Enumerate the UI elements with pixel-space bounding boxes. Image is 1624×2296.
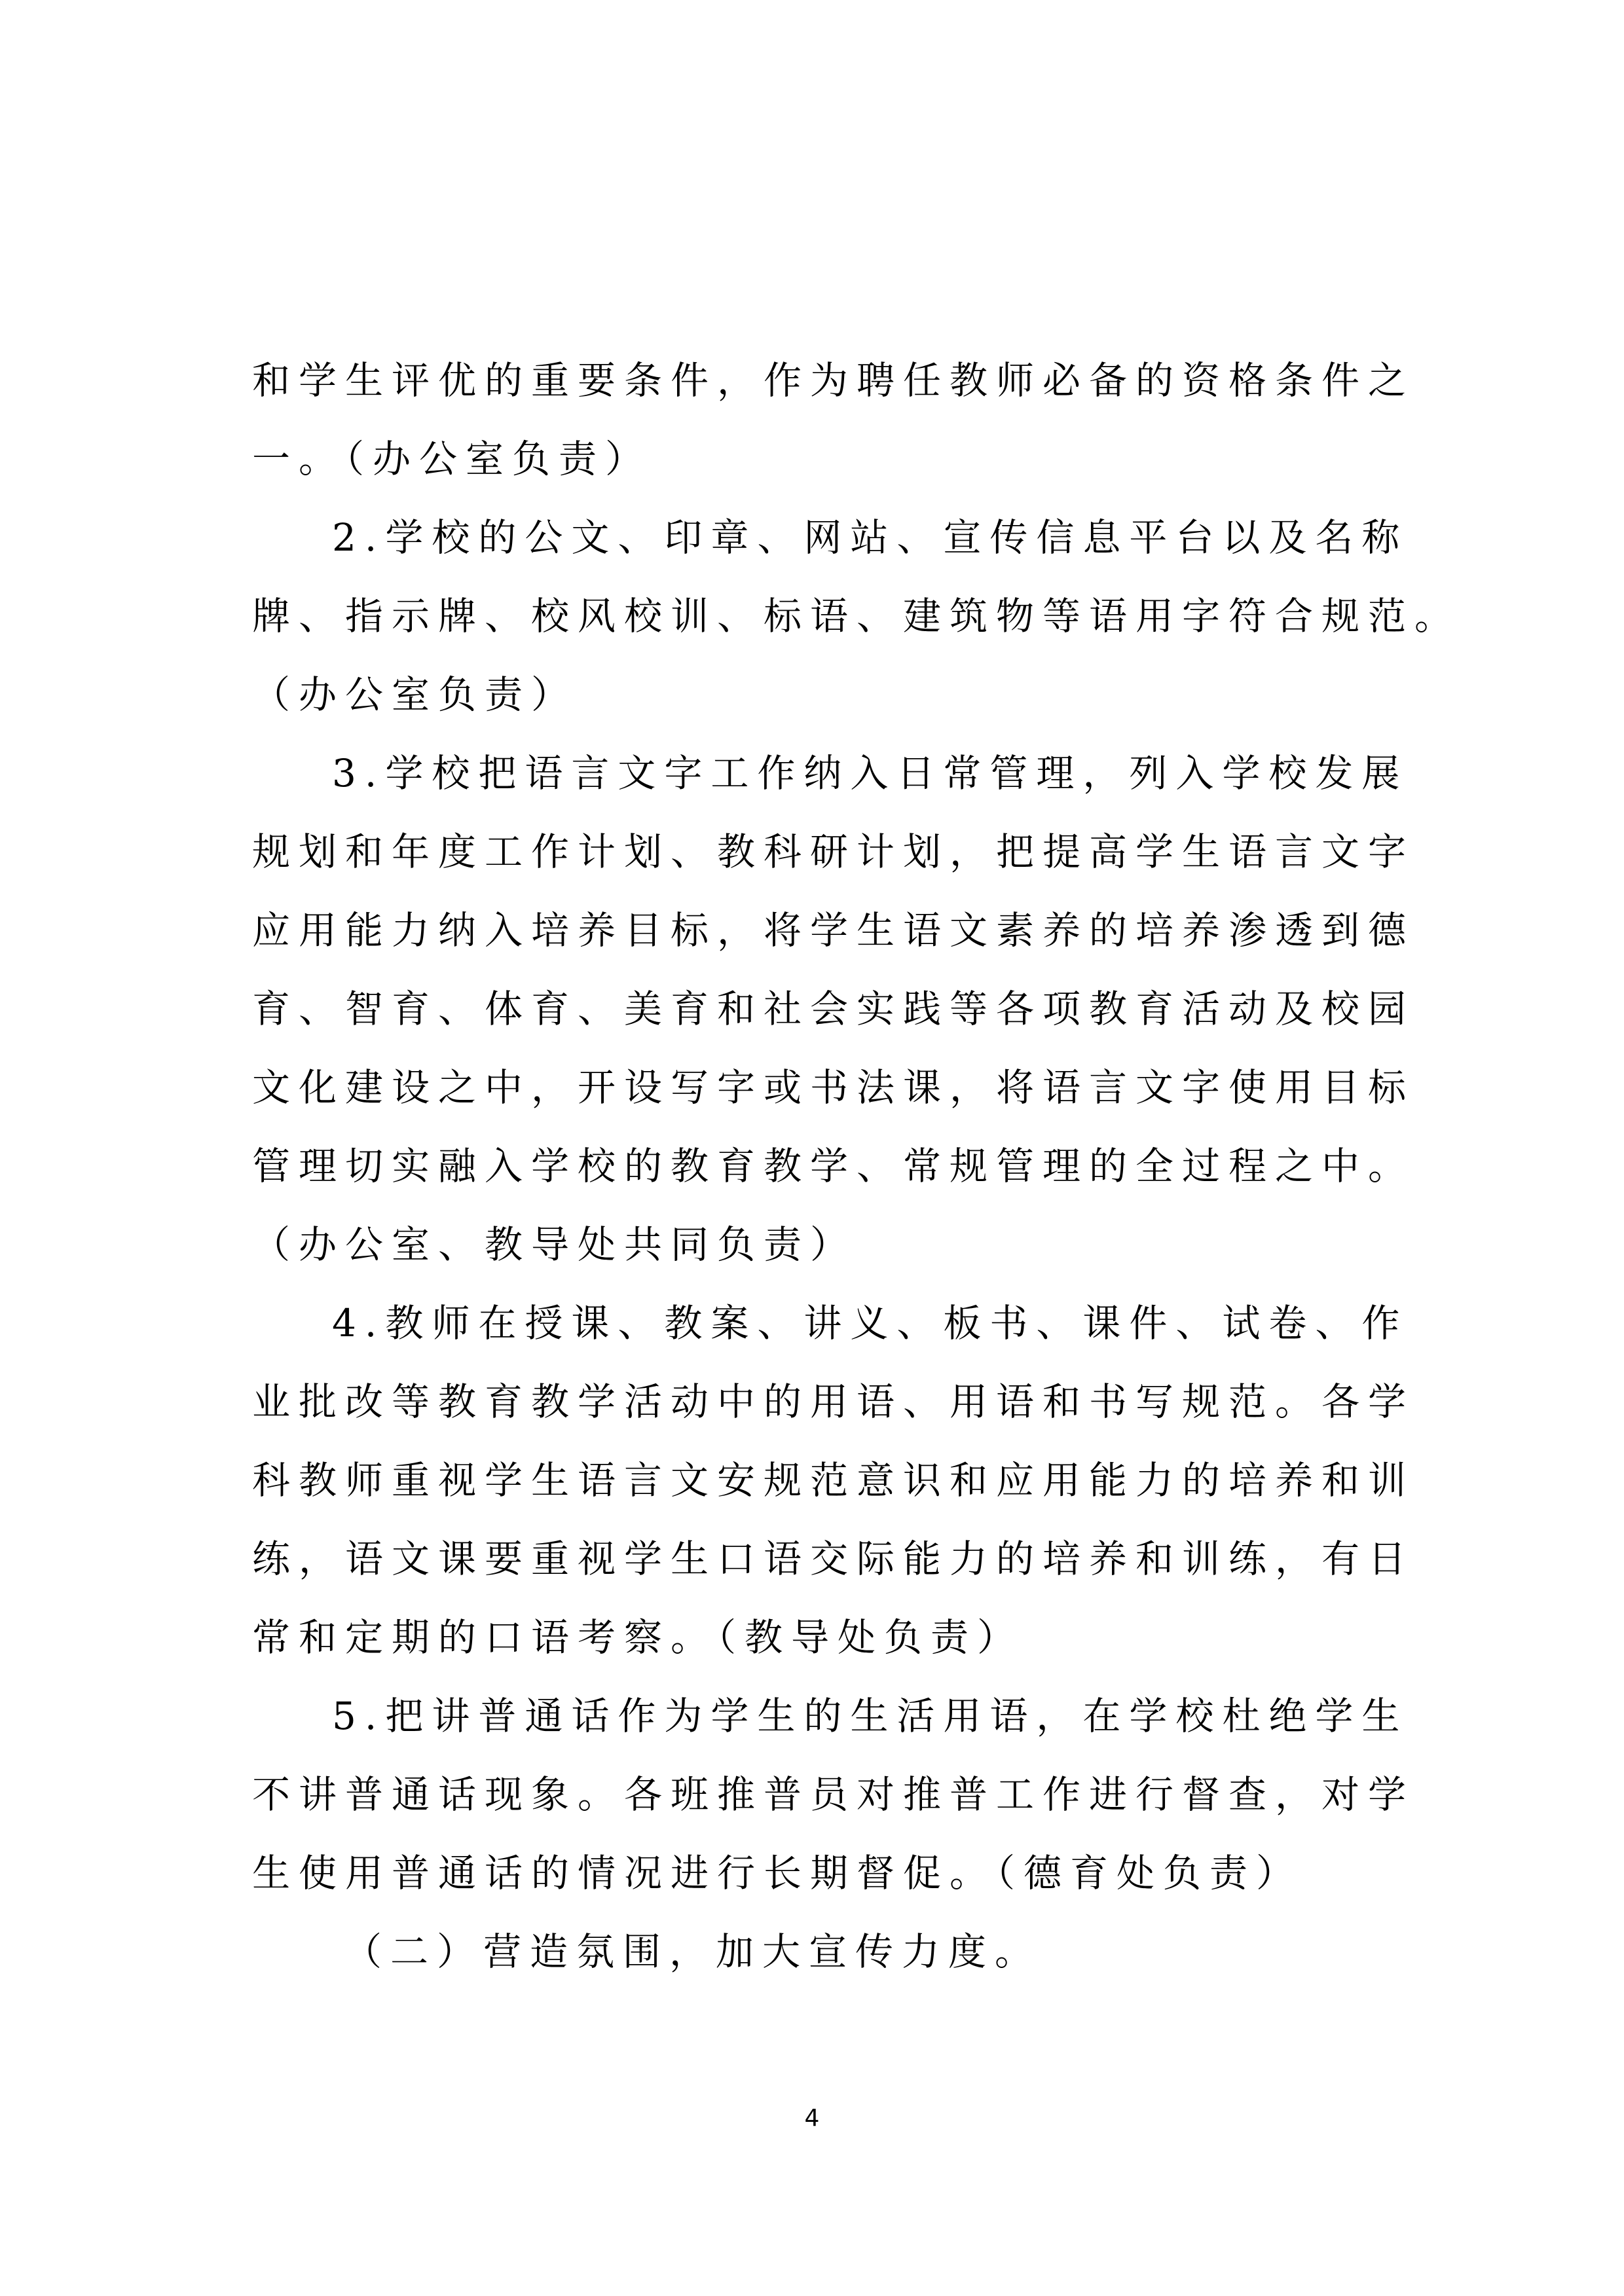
text-line: 规划和年度工作计划、教科研计划，把提高学生语言文字 [252,829,1415,874]
text-line: （办公室负责） [252,672,578,717]
text-line: 2.学校的公文、印章、网站、宣传信息平台以及名称 [332,515,1409,560]
text-line: 应用能力纳入培养目标，将学生语文素养的培养渗透到德 [252,908,1415,953]
page-number: 4 [804,2105,820,2132]
text-line: （办公室、教导处共同负责） [252,1222,857,1267]
text-line: 一。（办公室负责） [252,437,652,481]
section-heading: （二）营造氛围，加大宣传力度。 [344,1929,1042,1974]
text-line: 练，语文课要重视学生口语交际能力的培养和训练，有日 [252,1537,1415,1581]
text-line: 4.教师在授课、教案、讲义、板书、课件、试卷、作 [332,1301,1409,1345]
text-line: 生使用普通话的情况进行长期督促。（德育处负责） [252,1851,1303,1895]
text-line: 科教师重视学生语言文安规范意识和应用能力的培养和训 [252,1458,1415,1503]
text-line: 常和定期的口语考察。（教导处负责） [252,1615,1024,1660]
text-line: 育、智育、体育、美育和社会实践等各项教育活动及校园 [252,987,1415,1031]
text-line: 3.学校把语言文字工作纳入日常管理，列入学校发展 [332,751,1409,795]
text-line: 文化建设之中，开设写字或书法课，将语言文字使用目标 [252,1065,1415,1110]
text-line: 和学生评优的重要条件，作为聘任教师必备的资格条件之 [252,358,1415,403]
text-line: 牌、指示牌、校风校训、标语、建筑物等语用字符合规范。 [252,594,1462,638]
text-line: 5.把讲普通话作为学生的生活用语，在学校杜绝学生 [332,1694,1409,1738]
text-line: 不讲普通话现象。各班推普员对推普工作进行督查，对学 [252,1772,1415,1817]
text-line: 管理切实融入学校的教育教学、常规管理的全过程之中。 [252,1144,1415,1188]
text-line: 业批改等教育教学活动中的用语、用语和书写规范。各学 [252,1379,1415,1424]
